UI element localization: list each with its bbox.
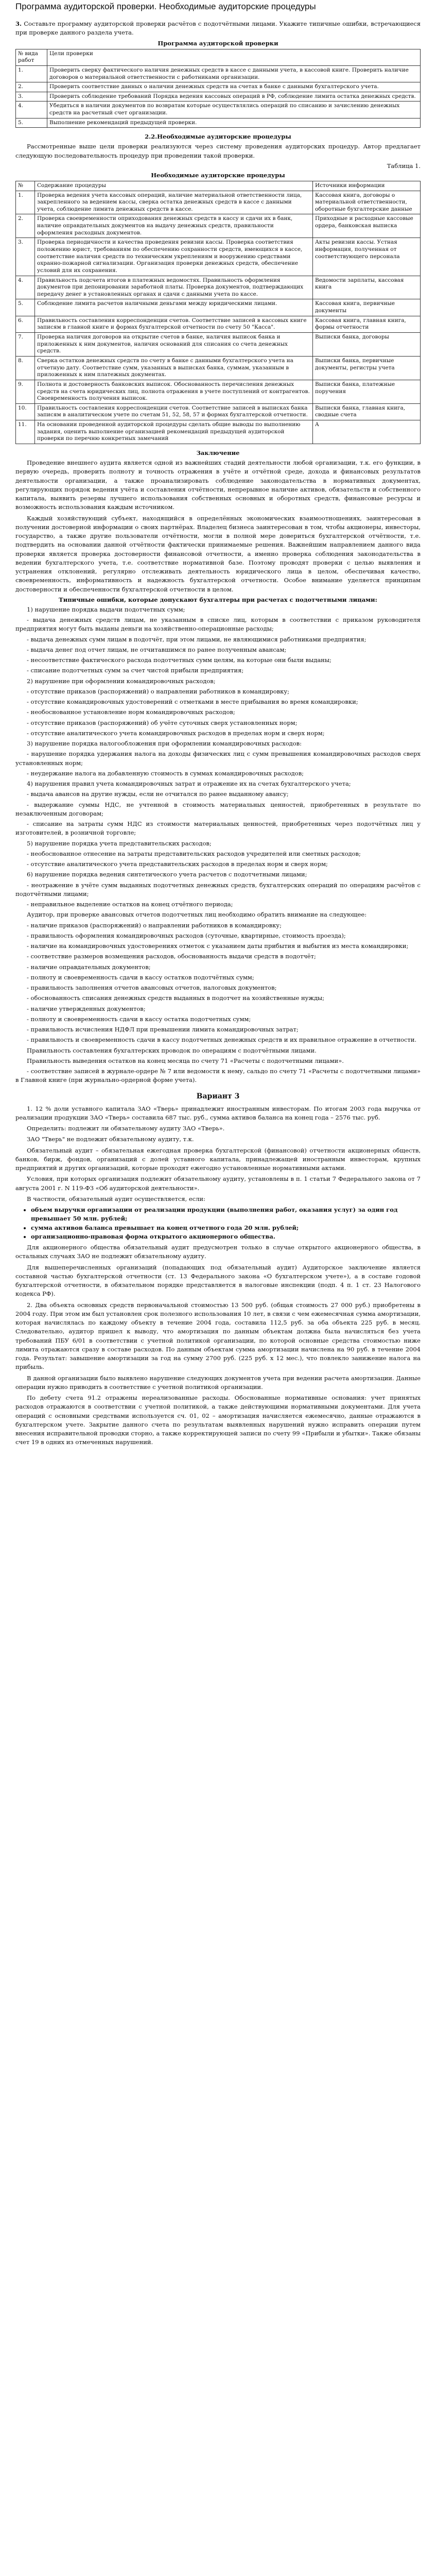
proc-cell-content: Полнота и достоверность банковских выписок. Обоснованность перечисления денежных средств на счета юридических лиц, полнота отражения в учете поступлений от контрагентов. Своевременность получения выписок. xyxy=(35,380,313,403)
v3-after: Для акционерного общества обязательный аудит предусмотрен только в случае открытого акционерного общества, в остальных случаях ЗАО не подлежит обязательному аудиту. xyxy=(15,1244,421,1260)
proc-cell-content: Правильность подсчета итогов в платежных ведомостях. Правильность оформления документов при депонировании заработной платы. Проверка документов, подтверждающих передачу денег в установленных органах и сдачи с данными учета по кассе. xyxy=(35,276,313,299)
error-item: - правильность заполнения отчетов авансовых отчетов, налоговых документов; xyxy=(27,984,277,991)
proc-cell-source: Выписки банка, главная книга, сводные счета xyxy=(313,403,421,420)
errors-list xyxy=(15,605,421,1085)
page-title: Программа аудиторской проверки. Необходимые аудиторские процедуры xyxy=(15,2,316,11)
v3-criteria: В частности, обязательный аудит осуществляется, если: xyxy=(27,1195,205,1202)
proc-cell-content: Проверка наличия договоров на открытие счетов в банке, наличия выписок банка и приложенных к ним документов, наличия оснований для списания со счета денежных средств. xyxy=(35,333,313,357)
proc-cell-num: 10. xyxy=(16,403,35,420)
proc-cell-num: 3. xyxy=(16,238,35,276)
program-row xyxy=(16,92,421,101)
procedures-table-header xyxy=(16,181,421,191)
task3-text: Составьте программу аудиторской проверки расчётов с подотчётными лицами. Укажите типичные ошибки, встречающиеся при проверке данного раздела учета. xyxy=(15,20,421,37)
procedure-row xyxy=(16,299,421,316)
procedure-row xyxy=(16,316,421,332)
error-item: - несоответствие фактического расхода подотчетных сумм целям, на которые они были выданы; xyxy=(27,656,332,664)
document-page xyxy=(8,1,428,1447)
proc-cell-content: Правильность составления корреспонденции счетов. Соответствие записей в кассовых книге записям в главной книге и формах бухгалтерской отчетности по счету 50 "Касса". xyxy=(35,316,313,332)
procedure-row xyxy=(16,420,421,444)
v3-criterion-1: • объем выручки организации от реализации продукции (выполнения работ, оказания услуг) за один год превышает 50 млн. рублей; xyxy=(31,1206,421,1224)
proc-cell-content: На основании проведенной аудиторской процедуры сделать общие выводы по выполнению задания, оценить выполнение организацией рекомендаций предыдущей аудиторской проверки по перечню конкретных замечаний xyxy=(35,420,313,444)
error-item: - выдача денежных сумм лицам в подотчёт, при этом лицами, не являющимися работниками предприятия; xyxy=(27,635,367,643)
program-table-body xyxy=(16,65,421,127)
task3-paragraph xyxy=(15,20,421,38)
proc-cell-num: 2. xyxy=(16,214,35,238)
proc-cell-content: Проверка периодичности и качества проведения ревизии кассы. Проверка соответствия положению юрист, требованиям по обеспечению сохранности средств, имеющихся в кассе, соответствие наличия средств по техническим укреплениям и вооружению средствами охранно-пожарной сигнализации. Организация проверки денежных средств, обеспечение условий для их сохранения. xyxy=(35,238,313,276)
proc-cell-content: Проверка своевременности оприходования денежных средств в кассу и сдачи их в банк, наличие оправдательных документов на выдачу денежных средств, правильности оформления расходных документов. xyxy=(35,214,313,238)
program-caption: Программа аудиторской проверки xyxy=(158,39,278,47)
proc-cell-content: Сверка остатков денежных средств по счету в банке с данными бухгалтерского учета на отчетную дату. Соответствие сумм, указанных в выписках банка, суммам, указанным в приложенных к ним платежных документах. xyxy=(35,356,313,380)
error-item: 6) нарушение порядка ведения синтетического учета расчетов с подотчетными лицами; xyxy=(27,871,307,878)
error-item: - правильность исчисления НДФЛ при превышении лимита командировочных затрат; xyxy=(27,1026,299,1033)
error-item: - правильность и своевременность сдачи в кассу подотчетных денежных средств и их правильное отражение в отчетности. xyxy=(27,1036,417,1044)
program-table xyxy=(15,49,421,128)
procedure-row xyxy=(16,214,421,238)
error-item: 3) нарушение порядка налогообложения при оформлении командировочных расходов: xyxy=(27,740,302,747)
proc-cell-num: 5. xyxy=(16,299,35,316)
program-cell-num: 5. xyxy=(16,118,47,128)
procedure-row xyxy=(16,276,421,299)
program-cell-goal: Выполнение рекомендаций предыдущей проверки. xyxy=(47,118,421,128)
procedures-table-body xyxy=(16,191,421,444)
error-item: - неправильное выделение остатков на конец отчётного периода; xyxy=(27,901,233,908)
proc-cell-num: 1. xyxy=(16,191,35,214)
v3-criterion-3: • организационно-правовая форма открытого акционерного общества. xyxy=(31,1232,421,1241)
program-cell-goal: Проверить соблюдение требований Порядка ведения кассовых операций в РФ, соблюдение лимита остатка денежных средств. xyxy=(47,92,421,101)
error-item: - выдержание суммы НДС, не учтенной в стоимость материальных ценностей, приобретенных в результате по незаключенным договорам; xyxy=(15,801,421,817)
error-item: - неотражение в учёте сумм выданных подотчетных денежных средств, бухгалтерских операций по операциям расчётов с подотчётными лицами; xyxy=(15,881,421,897)
proc-cell-source: Кассовая книга, главная книга, формы отчетности xyxy=(313,316,421,332)
task3-number: 3. xyxy=(15,20,22,28)
v3-criterion-2: • сумма активов баланса превышает на конец отчетного года 20 млн. рублей; xyxy=(31,1224,421,1232)
v3-q2: 2. Два объекта основных средств первоначальной стоимостью 13 500 руб. (общая стоимость 27 000 руб.) приобретены в 2004 году. При этом им был установлен срок полезного использования 10 лет, в связи с чем ежемесячная сумма амортизации, которая начислялась по каждому объекту в течение 2004 года, составила 112,5 руб. за оба объекта 225 руб. в месяц. Следовательно, аудитор пришел к выводу, что амортизация по данным объектам должна была начисляться без учета требований ПБУ 6/01 в соответствии с учетной политикой организации, по которой основные средства стоимостью ниже лимита отражаются сразу в составе расходов. По данным объектам сумма амортизации начислена на 90 руб. в течение 2004 года. Результат: завышение амортизации за год на сумму 2700 руб. (225 руб. х 12 мес.), что повлекло занижение налога на прибыль. xyxy=(15,1301,421,1371)
error-item: 5) нарушение порядка учета представительских расходов; xyxy=(27,839,212,847)
proc-cell-source: Выписки банка, договоры xyxy=(313,333,421,357)
proc-cell-source: Выписки банка, первичные документы, регистры учета xyxy=(313,356,421,380)
procedures-table xyxy=(15,181,421,444)
proc-cell-source: Выписки банка, платежные поручения xyxy=(313,380,421,403)
variant3-heading: Вариант 3 xyxy=(196,1092,240,1100)
proc-cell-content: Соблюдение лимита расчетов наличными деньгами между юридическими лицами. xyxy=(35,299,313,316)
section22-intro: Рассмотренные выше цели проверки реализуются через систему проведения аудиторских процедур. Автор предлагает следующую последовательность процедур при проведении такой проверки. xyxy=(15,143,421,159)
conclusion-heading: Заключение xyxy=(196,449,240,456)
error-item: - отсутствие аналитического учета представительских расходов в пределах норм и сверх норм; xyxy=(27,860,328,868)
conclusion-p1: Проведение внешнего аудита является одной из важнейших стадий деятельности любой организации, т.к. его функции, в первую очередь, проверить полноту и точность отражения в учёте и отчётной среде, дохода и финансовых результатов деятельности организации, а также проанализировать соблюдение законодательства в нормативных документах, регулирующих порядок ведения учёта и составления отчётности, непрерывное наличие активов, обязательств и собственного капитала, выявить резервы лучшего использования собственных основных и оборотных средств, финансовые ресурсы и возможность использования каждым источником. xyxy=(15,459,421,511)
program-col-goal: Цели проверки xyxy=(47,49,421,65)
v3-q1c: ЗАО "Тверь" не подлежит обязательному аудиту, т.к. xyxy=(27,1136,194,1143)
error-item: - отсутствие приказов (распоряжений) о направлении работников в командировку; xyxy=(27,687,289,695)
error-item: - соответствие записей в журнале-ордере № 7 или ведомости к нему, сальдо по счету 71 «Расчеты с подотчетными лицами» в Главной книге (при журнально-ордерной форме учета). xyxy=(15,1067,421,1084)
proc-cell-num: 8. xyxy=(16,356,35,380)
error-item: - отсутствие командировочных удостоверений с отметками в месте прибывания во время командировки; xyxy=(27,698,358,705)
program-row xyxy=(16,82,421,92)
error-item: - полноту и своевременность сдачи в кассу остатков подотчётных сумм; xyxy=(27,973,254,981)
v3-q1b: Определить: подлежит ли обязательному аудиту ЗАО «Тверь». xyxy=(27,1125,225,1132)
program-col-num: № вида работ xyxy=(16,49,47,65)
program-cell-num: 1. xyxy=(16,65,47,82)
v3-q2b: В данной организации было выявлено нарушение следующих документов учета при ведении расчета амортизации. Данные операции нужно приводить в соответствие с учетной политикой организации. xyxy=(15,1374,421,1391)
error-item: - наличие утвержденных документов; xyxy=(27,1005,146,1012)
error-item: 4) нарушения правил учета командировочных затрат и отражение их на счетах бухгалтерского учета; xyxy=(27,780,351,787)
error-item: - соответствие размеров возмещения расходов, обоснованность выдачи средств в подотчёт; xyxy=(27,953,316,960)
program-cell-num: 2. xyxy=(16,82,47,92)
proc-cell-source: Приходные и расходные кассовые ордера, банковская выписка xyxy=(313,214,421,238)
program-cell-num: 3. xyxy=(16,92,47,101)
program-row xyxy=(16,118,421,128)
procedure-row xyxy=(16,356,421,380)
table1-number: Таблица 1. xyxy=(387,162,421,170)
proc-col-source: Источники информации xyxy=(313,181,421,191)
table1-caption: Необходимые аудиторские процедуры xyxy=(151,171,285,179)
proc-cell-source: Акты ревизии кассы. Устная информация, полученная от соответствующего персонала xyxy=(313,238,421,276)
proc-cell-source: Кассовая книга, договоры о материальной ответственности, оборотные бухгалтерские данные xyxy=(313,191,421,214)
error-item: - наличие приказов (распоряжений) о направлении работников в командировку; xyxy=(27,921,282,929)
proc-cell-num: 4. xyxy=(16,276,35,299)
v3-q1: 1. 12 % доли уставного капитала ЗАО «Тверь» принадлежит иностранным инвесторам. По итогам 2003 года выручка от реализации продукции ЗАО «Тверь» составила 687 тыс. руб., сумма активов баланса на конец года – 2576 тыс. руб. xyxy=(15,1105,421,1121)
error-item: - списание на затраты сумм НДС из стоимости материальных ценностей, приобретенных через подотчётных лиц у изготовителей, в розничной торговле; xyxy=(15,820,421,837)
error-item: - отсутствие аналитического учета командировочных расходов в пределах норм и сверх норм; xyxy=(27,729,325,737)
program-table-header xyxy=(16,49,421,65)
program-cell-goal: Проверить соответствие данных о наличии денежных средств на счетах в банке с данными бухгалтерского учета. xyxy=(47,82,421,92)
program-row xyxy=(16,101,421,118)
error-item: - наличие оправдательных документов; xyxy=(27,963,151,971)
v3-conditions: Условия, при которых организация подлежит обязательному аудиту, установлены в п. 1 статьи 7 Федерального закона от 7 августа 2001 г. N 119-ФЗ «Об аудиторской деятельности». xyxy=(15,1175,421,1192)
procedure-row xyxy=(16,191,421,214)
proc-cell-num: 7. xyxy=(16,333,35,357)
error-item: Правильность выведения остатков на конец месяца по счету 71 «Расчеты с подотчетными лицами». xyxy=(27,1057,344,1064)
error-item: - обоснованность списания денежных средств выданных в подотчет на хозяйственные нужды; xyxy=(27,994,325,1002)
error-item: - наличие на командировочных удостоверениях отметок с указанием даты прибытия и выбытия из места командировки; xyxy=(27,942,409,950)
v3-q2c: По дебету счета 91.2 отражены нереализованные расходы. Обоснованные нормативные основания: учет принятых расходов отражаются в соответствии с учетной политикой, а также действующими нормативными документами. Для учета операций с основными средствами используется сч. 01, 02 – амортизация начисляется ежемесячно, данные отражаются в бухгалтерском учете. Закрытие данного счета по результатам выявленных нарушений нужно исправить операции путем внесения исправительной проводки сторно, а также корректирующей записи по счету 99 «Прибыли и убытки». Также обязаны счет 19 в одних из отмеченных нарушений. xyxy=(15,1394,421,1446)
error-item: 2) нарушение при оформлении командировочных расходов; xyxy=(27,677,216,685)
error-item: - списание подотчетных сумм за счет чистой прибыли предприятия; xyxy=(27,667,244,674)
error-item: - нарушение порядка удержания налога на доходы физических лиц с сумм превышения командировочных расходов сверх установленных норм; xyxy=(15,750,421,767)
error-item: - выдача денежных средств лицам, не указанным в списке лиц, которым в соответствии с приказом руководителя предприятия могут быть выданы деньги на хозяйственно-операционные расходы; xyxy=(15,616,421,633)
procedure-row xyxy=(16,403,421,420)
error-item: 1) нарушение порядка выдачи подотчетных сумм; xyxy=(27,605,185,613)
error-item: - выдача денег под отчет лицам, не отчитавшимся по ранее полученным авансам; xyxy=(27,646,287,653)
proc-cell-content: Проверка ведения учета кассовых операций, наличие материальной ответственности лица, закрепленного за ведением кассы, сверка остатка денежных средств в кассе с данными учета, соблюдение лимита денежных средств в кассе. xyxy=(35,191,313,214)
proc-col-content: Содержание процедуры xyxy=(35,181,313,191)
error-item: - неудержание налога на добавленную стоимость в суммах командировочных расходов; xyxy=(27,769,304,777)
proc-col-num: № xyxy=(16,181,35,191)
proc-cell-num: 9. xyxy=(16,380,35,403)
error-item: - полноту и своевременность сдачи в кассу остатка подотчетных сумм; xyxy=(27,1015,251,1023)
proc-cell-source: Ведомости зарплаты, кассовая книга xyxy=(313,276,421,299)
procedure-row xyxy=(16,238,421,276)
section22-heading: 2.2.Необходимые аудиторские процедуры xyxy=(145,133,291,141)
proc-cell-num: 6. xyxy=(16,316,35,332)
program-cell-goal: Убедиться в наличии документов по возвратам которые осуществлялись операций по списанию и зачислению денежных средств на расчетный счет организации. xyxy=(47,101,421,118)
error-item: - необоснованное отнесение на затраты представительских расходов учредителей или сметных расходов; xyxy=(27,850,361,857)
errors-subheading: Типичные ошибки, которые допускают бухгалтеры при расчетах с подотчетными лицами: xyxy=(59,596,377,603)
error-item: - необоснованное установление норм командировочных расходов; xyxy=(27,708,235,716)
error-item: - правильность оформления командировочных расходов (суточные, квартирные, стоимость проезда); xyxy=(27,931,346,939)
proc-cell-source: Кассовая книга, первичные документы xyxy=(313,299,421,316)
program-cell-num: 4. xyxy=(16,101,47,118)
error-item: Правильность составления бухгалтерских проводок по операциям с подотчётными лицами. xyxy=(27,1046,317,1054)
v3-criteria-list xyxy=(15,1206,421,1241)
procedure-row xyxy=(16,380,421,403)
proc-cell-content: Правильность составления корреспонденции счетов. Соответствие записей в выписках банка записям в аналитическом учете по счетам 51, 52, 58, 57 и формах бухгалтерской отчетности. xyxy=(35,403,313,420)
program-row xyxy=(16,65,421,82)
proc-cell-source: A xyxy=(313,420,421,444)
proc-cell-num: 11. xyxy=(16,420,35,444)
error-item: - отсутствие приказов (распоряжений) об учёте суточных сверх установленных норм; xyxy=(27,719,298,726)
procedure-row xyxy=(16,333,421,357)
error-item: - выдача авансов на другие нужды, если не отчитался по ранее выданному авансу; xyxy=(27,790,289,798)
error-item: Аудитор, при проверке авансовых отчетов подотчетных лиц необходимо обратить внимание на следующее: xyxy=(27,911,367,919)
v3-final: Для вышеперечисленных организаций (попадающих под обязательный аудит) Аудиторское заключение является составной частью бухгалтерской отчетности (ст. 13 Федерального закона «О бухгалтерском учете»), а в составе годовой бухгалтерской отчетности, в обязательном порядке представляется в налоговые инспекции (подп. 4 п. 1 ст. 23 Налогового кодекса РФ). xyxy=(15,1263,421,1298)
conclusion-p2: Каждый хозяйствующий субъект, находящийся в определённых экономических взаимоотношениях, заинтересован в получении достоверной информации о своих партнёрах. Владелец бизнеса заинтересован в том, чтобы акционеры, инвесторы, государство, а также другие пользователи отчётности, могли в полной мере довериться бухгалтерской отчётности, т.е. подтвердить на основании данной отчётности фактически принимаемые решения. Важнейшим направлением данного вида проверки является проверка достоверности финансовой отчетности, а именно проверка соблюдения законодательства в ведении бухгалтерского учета, т.е. соответствие нормативной базе. Поэтому проводят проверки с целью выявления и устранения отклонений, регулярно отслеживать деятельность юридического лица в целом, обеспечивая качество, своевременность, информативность и надежность бухгалтерской отчетности. Особое внимание уделяется принципам достоверности и обеспеченности бухгалтерской отчетности в целом. xyxy=(15,514,421,593)
program-cell-goal: Проверить сверку фактического наличия денежных средств в кассе с данными учета, в кассовой книге. Проверить наличие договоров о материальной ответственности с работниками организации. xyxy=(47,65,421,82)
v3-law: Обязательный аудит – обязательная ежегодная проверка бухгалтерской (финансовой) отчетности акционерных обществ, банков, бирж, фондов, организаций с долей уставного капитала, принадлежащей иностранным инвесторам, крупных предприятий и других организаций, которые проходят ежегодно установленные нормативными актами. xyxy=(15,1146,421,1172)
